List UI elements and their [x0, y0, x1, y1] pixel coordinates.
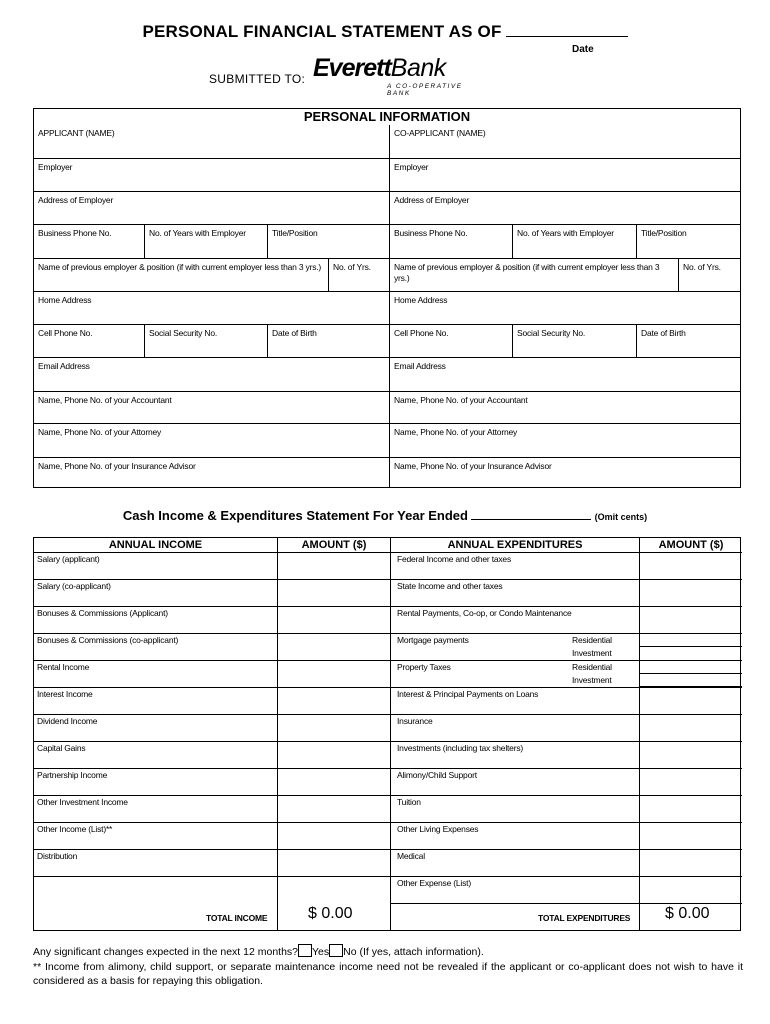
property-tax-investment-label: Investment [572, 675, 612, 685]
income-row-label: Bonuses & Commissions (Applicant) [37, 608, 168, 618]
expenditure-row-line [390, 903, 742, 904]
property-tax-sub-line [639, 673, 742, 674]
applicant-employer-address-field[interactable]: Address of Employer [34, 192, 390, 225]
table-bottom-line [33, 930, 741, 931]
income-amount-field[interactable] [278, 795, 389, 822]
income-row-label: Other Income (List)** [37, 824, 113, 834]
annual-income-heading: ANNUAL INCOME [108, 539, 203, 551]
income-row-line [34, 795, 390, 796]
total-expenditures-value[interactable]: $ 0.00 [665, 905, 710, 922]
income-row-label: Salary (co-applicant) [37, 581, 111, 591]
applicant-accountant-field[interactable]: Name, Phone No. of your Accountant [34, 392, 390, 424]
income-amount-field[interactable] [278, 660, 389, 687]
expenditure-row-label: Property Taxes [397, 662, 451, 672]
coapplicant-years-employer-field[interactable]: No. of Years with Employer [513, 225, 637, 259]
income-amount-field[interactable] [278, 606, 389, 633]
expenditure-row-label: Rental Payments, Co-op, or Condo Maintenance [397, 608, 572, 618]
expenditure-row-line [390, 606, 742, 607]
annual-expenditures-heading: ANNUAL EXPENDITURES [447, 539, 583, 551]
expenditure-row-line [390, 633, 742, 634]
expenditure-row-label: Other Expense (List) [397, 878, 471, 888]
applicant-business-phone-field[interactable]: Business Phone No. [34, 225, 145, 259]
applicant-name-field[interactable]: APPLICANT (NAME) [34, 125, 390, 159]
income-row-line [34, 633, 390, 634]
coapplicant-prev-employer-field[interactable]: Name of previous employer & position (if with current employer less than 3 yrs.) [390, 259, 679, 292]
income-row-line [34, 849, 390, 850]
income-row-label: Salary (applicant) [37, 554, 100, 564]
applicant-prev-years-field[interactable]: No. of Yrs. [329, 259, 390, 292]
income-row-label: Capital Gains [37, 743, 86, 753]
expenditure-row-line [390, 741, 742, 742]
personal-info-heading: PERSONAL INFORMATION [303, 109, 471, 124]
income-row-label: Dividend Income [37, 716, 98, 726]
income-row-line [34, 579, 390, 580]
applicant-dob-field[interactable]: Date of Birth [268, 325, 390, 358]
mortgage-investment-label: Investment [572, 648, 612, 658]
coapplicant-dob-field[interactable]: Date of Birth [637, 325, 740, 358]
applicant-home-address-field[interactable]: Home Address [34, 292, 390, 325]
year-ended-blank[interactable] [471, 510, 591, 520]
income-amount-field[interactable] [278, 822, 389, 849]
expenditure-row-line [390, 579, 742, 580]
coapplicant-accountant-field[interactable]: Name, Phone No. of your Accountant [390, 392, 740, 424]
expenditure-row-label: Other Living Expenses [397, 824, 479, 834]
expenditure-row-label: Interest & Principal Payments on Loans [397, 689, 539, 699]
middle-divider [390, 538, 391, 931]
total-income-value[interactable]: $ 0.00 [308, 905, 353, 922]
expenditure-row-label: Federal Income and other taxes [397, 554, 512, 564]
coapplicant-email-field[interactable]: Email Address [390, 358, 740, 392]
expenditure-row-line [390, 849, 742, 850]
everett-bank-logo: EverettBank A CO-OPERATIVE BANK [313, 54, 463, 97]
changes-question: Any significant changes expected in the next 12 months? Yes No (If yes, attach information). [33, 946, 484, 958]
expenditure-row-label: Investments (including tax shelters) [397, 743, 524, 753]
income-amount-field[interactable] [278, 579, 389, 606]
applicant-employer-field[interactable]: Employer [34, 159, 390, 192]
income-amount-field[interactable] [278, 687, 389, 714]
coapplicant-ssn-field[interactable]: Social Security No. [513, 325, 637, 358]
property-tax-residential-label: Residential [572, 662, 612, 672]
expenditure-row-line [390, 687, 742, 688]
expenditure-row-line [390, 822, 742, 823]
income-amount-field[interactable] [278, 768, 389, 795]
coapplicant-insurance-field[interactable]: Name, Phone No. of your Insurance Advisor [394, 461, 552, 471]
income-row-label: Rental Income [37, 662, 90, 672]
coapplicant-home-address-field[interactable]: Home Address [390, 292, 740, 325]
income-row-label: Distribution [37, 851, 78, 861]
expenditure-row-label: Insurance [397, 716, 433, 726]
expenditure-row-line [390, 876, 742, 877]
expenditure-row-label: State Income and other taxes [397, 581, 503, 591]
property-tax-sub-line [639, 686, 742, 687]
coapplicant-employer-address-field[interactable]: Address of Employer [390, 192, 740, 225]
submitted-to-label: SUBMITTED TO: [209, 72, 306, 86]
coapplicant-business-phone-field[interactable]: Business Phone No. [390, 225, 513, 259]
applicant-prev-employer-field[interactable]: Name of previous employer & position (if with current employer less than 3 yrs.) [34, 259, 329, 292]
applicant-years-employer-field[interactable]: No. of Years with Employer [145, 225, 268, 259]
income-row-line [34, 741, 390, 742]
income-row-line [34, 822, 390, 823]
exp-amount-divider [639, 538, 640, 931]
applicant-ssn-field[interactable]: Social Security No. [145, 325, 268, 358]
income-row-label: Bonuses & Commissions (co-applicant) [37, 635, 179, 645]
applicant-email-field[interactable]: Email Address [34, 358, 390, 392]
applicant-insurance-field[interactable]: Name, Phone No. of your Insurance Advisor [34, 458, 390, 487]
mortgage-sub-line [639, 646, 742, 647]
personal-info-table [33, 108, 741, 488]
coapplicant-cell-phone-field[interactable]: Cell Phone No. [390, 325, 513, 358]
yes-checkbox[interactable] [298, 944, 312, 957]
expenditures-amount-heading: AMOUNT ($) [658, 539, 724, 551]
coapplicant-attorney-field[interactable]: Name, Phone No. of your Attorney [390, 424, 740, 458]
income-expenditure-table [33, 537, 741, 930]
income-row-label: Interest Income [37, 689, 93, 699]
coapplicant-prev-years-field[interactable]: No. of Yrs. [679, 259, 740, 292]
total-income-label: TOTAL INCOME [206, 913, 268, 923]
total-expenditures-label: TOTAL EXPENDITURES [538, 913, 631, 923]
date-label: Date [572, 44, 594, 55]
date-blank[interactable] [506, 23, 628, 37]
form-title: PERSONAL FINANCIAL STATEMENT AS OF [0, 22, 770, 42]
expenditure-row-line [390, 795, 742, 796]
income-amount-field[interactable] [278, 633, 389, 660]
coapplicant-employer-field[interactable]: Employer [390, 159, 740, 192]
applicant-attorney-field[interactable]: Name, Phone No. of your Attorney [34, 424, 390, 458]
expenditure-row-label: Tuition [397, 797, 421, 807]
income-amount-field[interactable] [278, 552, 389, 579]
income-row-line [34, 876, 390, 877]
income-row-line [34, 660, 390, 661]
income-amount-field[interactable] [278, 741, 389, 768]
income-row-line [34, 768, 390, 769]
coapplicant-name-field[interactable]: CO-APPLICANT (NAME) [390, 125, 740, 159]
expenditure-row-label: Mortgage payments [397, 635, 469, 645]
income-row-line [34, 687, 390, 688]
applicant-cell-phone-field[interactable]: Cell Phone No. [34, 325, 145, 358]
no-checkbox[interactable] [329, 944, 343, 957]
income-row-label: Partnership Income [37, 770, 108, 780]
expenditure-row-line [390, 660, 742, 661]
expenditure-row-label: Medical [397, 851, 425, 861]
coapplicant-title-field[interactable]: Title/Position [637, 225, 740, 259]
income-amount-field[interactable] [278, 714, 389, 741]
mortgage-residential-label: Residential [572, 635, 612, 645]
applicant-title-field[interactable]: Title/Position [268, 225, 390, 259]
income-row-line [34, 714, 390, 715]
expenditure-row-line [390, 714, 742, 715]
income-row-label: Other Investment Income [37, 797, 128, 807]
income-amount-heading: AMOUNT ($) [301, 539, 367, 551]
income-row-line [34, 606, 390, 607]
expenditure-row-label: Alimony/Child Support [397, 770, 477, 780]
cash-statement-title: Cash Income & Expenditures Statement For Year Ended (Omit cents) [122, 508, 648, 523]
alimony-note: ** Income from alimony, child support, or separate maintenance income need not be revealed if the applicant or co-applicant does not wish to have it considered as a basis for repaying this obligation. [33, 961, 743, 987]
expenditure-row-line [390, 768, 742, 769]
